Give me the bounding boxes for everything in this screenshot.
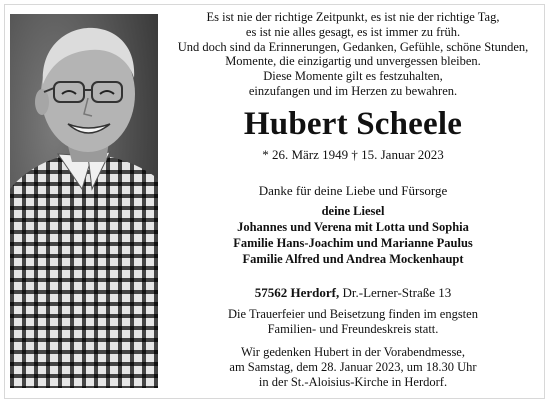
memorial-mass-notice	[164, 345, 542, 390]
mass-line: am Samstag, dem 28. Januar 2023, um 18.30 Uhr	[229, 359, 477, 374]
poem-line: einzufangen und im Herzen zu bewahren.	[248, 83, 458, 98]
poem-line: Es ist nie der richtige Zeitpunkt, es ist nie der richtige Tag,	[206, 10, 500, 24]
portrait-photo	[10, 14, 158, 388]
mourner-line: Familie Hans-Joachim und Marianne Paulus	[233, 235, 473, 250]
address	[164, 285, 542, 301]
mass-line: in der St.-Aloisius-Kirche in Herdorf.	[258, 374, 448, 389]
address-city: 57562 Herdorf,	[254, 284, 340, 300]
poem-line: Momente, die einzigartig und unvergessen bleiben.	[225, 54, 481, 69]
poem-line: es ist nie alles gesagt, es ist immer zu früh.	[245, 24, 461, 39]
poem-line: Diese Momente gilt es festzuhalten,	[263, 69, 443, 84]
life-dates: * 26. März 1949 † 15. Januar 2023	[262, 146, 444, 162]
poem-line: Und doch sind da Erinnerungen, Gedanken, Gefühle, schöne Stunden,	[177, 39, 529, 54]
poem	[164, 10, 542, 99]
mourner-line: Johannes und Verena mit Lotta und Sophia	[237, 219, 469, 234]
thanks-line: Danke für deine Liebe und Fürsorge	[258, 182, 448, 198]
funeral-line: Familien- und Freundeskreis statt.	[267, 321, 439, 336]
mass-line: Wir gedenken Hubert in der Vorabendmesse,	[241, 344, 465, 359]
mourners-list	[164, 203, 542, 267]
funeral-line: Die Trauerfeier und Beisetzung finden im engsten	[228, 306, 478, 321]
mourner-line: Familie Alfred und Andrea Mockenhaupt	[242, 251, 464, 266]
deceased-name: Hubert Scheele	[243, 105, 463, 142]
address-street: Dr.-Lerner-Straße 13	[339, 284, 452, 300]
mourner-line: deine Liesel	[321, 203, 385, 218]
funeral-notice	[164, 307, 542, 337]
obituary-text	[164, 10, 542, 390]
